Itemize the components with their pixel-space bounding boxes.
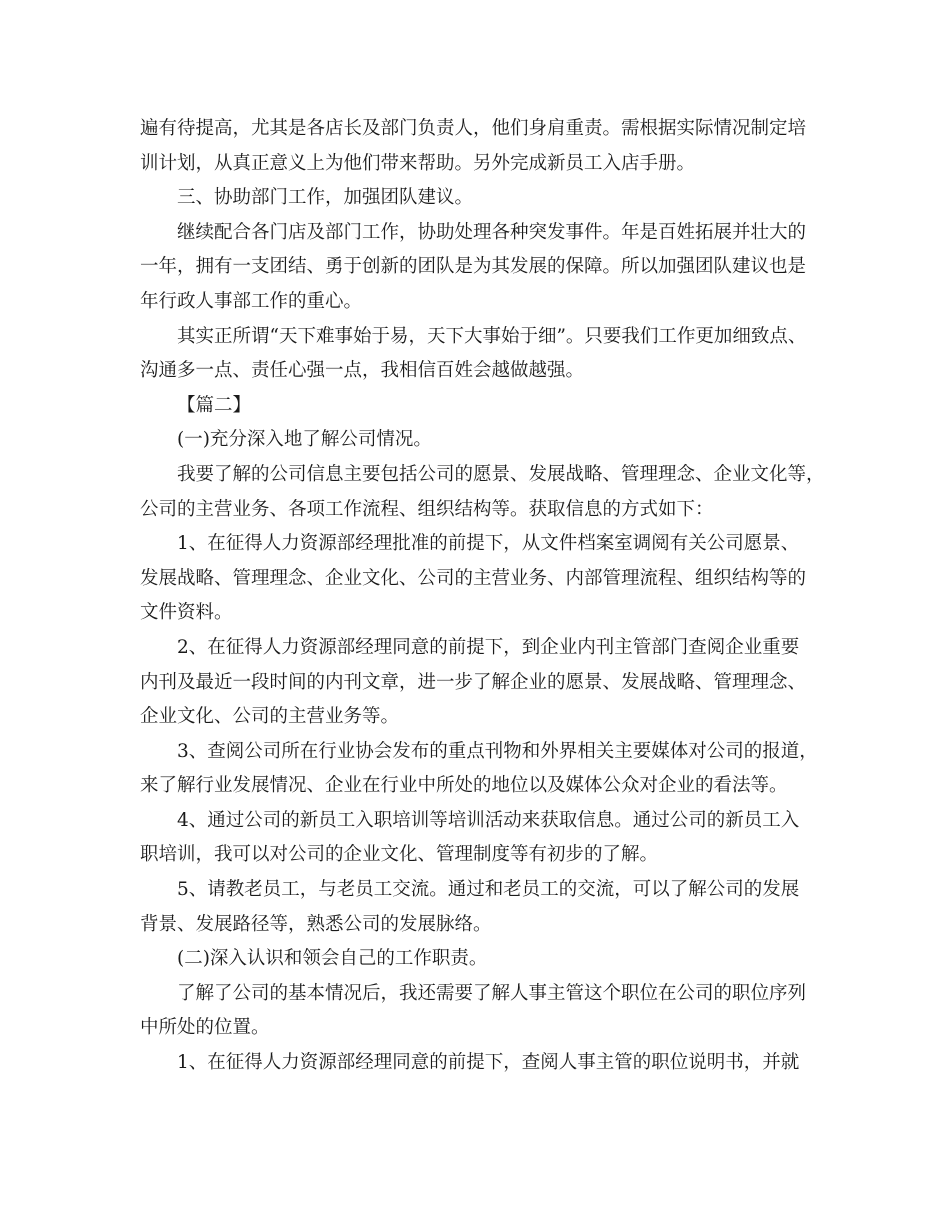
text-line: 1、在征得人力资源部经理批准的前提下，从文件档案室调阅有关公司愿景、 — [177, 533, 800, 555]
text-line: 1、在征得人力资源部经理同意的前提下，查阅人事主管的职位说明书，并就 — [177, 1052, 800, 1074]
text-line: 其实正所谓“天下难事始于易，天下大事始于细”。只要我们工作更加细致点、 — [177, 325, 807, 347]
text-line: 文件资料。 — [140, 602, 233, 624]
text-line: 年行政人事部工作的重心。 — [140, 290, 363, 312]
text-line: 5、请教老员工，与老员工交流。通过和老员工的交流，可以了解公司的发展 — [177, 879, 800, 901]
document-body — [140, 112, 830, 1081]
text-line: 三、协助部门工作，加强团队建议。 — [177, 187, 474, 209]
text-line: 【篇二】 — [177, 394, 252, 416]
text-line: 2、在征得人力资源部经理同意的前提下，到企业内刊主管部门查阅企业重要 — [177, 636, 800, 658]
text-line: 一年，拥有一支团结、勇于创新的团队是为其发展的保障。所以加强团队建议也是 — [140, 256, 807, 278]
text-line: 4、通过公司的新员工入职培训等培训活动来获取信息。通过公司的新员工入 — [177, 809, 800, 831]
text-line: 内刊及最近一段时间的内刊文章，进一步了解企业的愿景、发展战略、管理理念、 — [140, 671, 807, 693]
text-line: 沟通多一点、责任心强一点，我相信百姓会越做越强。 — [140, 360, 585, 382]
text-line: 3、查阅公司所在行业协会发布的重点刊物和外界相关主要媒体对公司的报道， — [177, 740, 818, 762]
text-line: 来了解行业发展情况、企业在行业中所处的地位以及媒体公众对企业的看法等。 — [140, 775, 788, 797]
text-line: (一)充分深入地了解公司情况。 — [177, 429, 432, 451]
text-line: 公司的主营业务、各项工作流程、组织结构等。获取信息的方式如下： — [140, 498, 714, 520]
text-line: 职培训，我可以对公司的企业文化、管理制度等有初步的了解。 — [140, 844, 659, 866]
text-line: 中所处的位置。 — [140, 1017, 270, 1039]
text-line: (二)深入认识和领会自己的工作职责。 — [177, 948, 488, 970]
text-line: 继续配合各门店及部门工作，协助处理各种突发事件。年是百姓拓展并壮大的 — [177, 221, 807, 243]
text-line: 企业文化、公司的主营业务等。 — [140, 706, 400, 728]
text-line: 了解了公司的基本情况后，我还需要了解人事主管这个职位在公司的职位序列 — [177, 982, 807, 1004]
text-line: 我要了解的公司信息主要包括公司的愿景、发展战略、管理理念、企业文化等， — [177, 463, 825, 485]
text-line: 训计划，从真正意义上为他们带来帮助。另外完成新员工入店手册。 — [140, 152, 696, 174]
text-line: 背景、发展路径等，熟悉公司的发展脉络。 — [140, 913, 492, 935]
text-line: 遍有待提高，尤其是各店长及部门负责人，他们身肩重责。需根据实际情况制定培 — [140, 118, 807, 139]
text-line: 发展战略、管理理念、企业文化、公司的主营业务、内部管理流程、组织结构等的 — [140, 567, 807, 589]
